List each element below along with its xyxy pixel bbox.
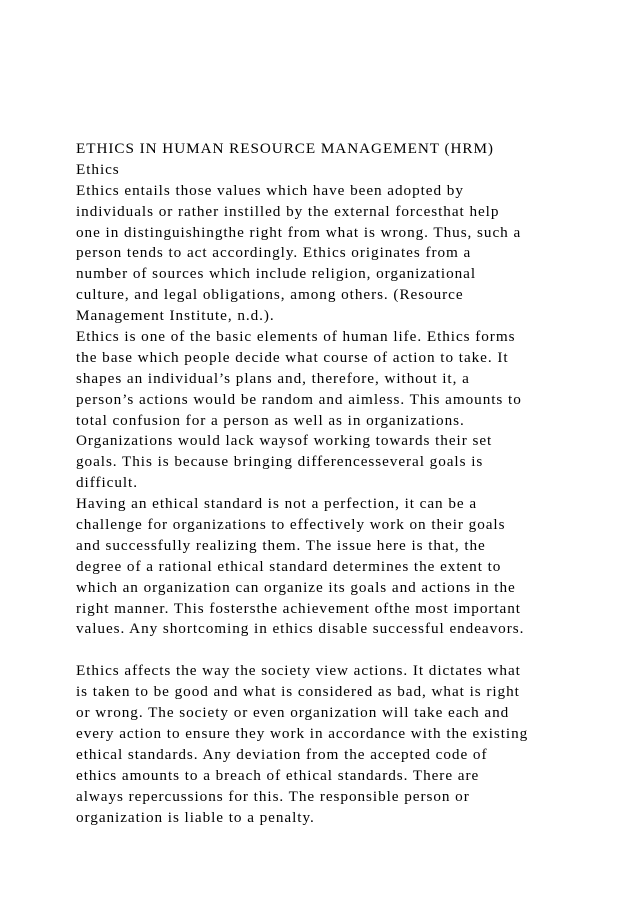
paragraph-line: or wrong. The society or even organization will take each and	[76, 704, 510, 722]
paragraph-line: shapes an individual’s plans and, therefore, without it, a	[76, 369, 470, 387]
paragraph-line: degree of a rational ethical standard determines the extent to	[76, 557, 502, 575]
paragraph-line: individuals or rather instilled by the external forcesthat help	[76, 202, 500, 220]
paragraph-line: the base which people decide what course of action to take. It	[76, 348, 509, 366]
paragraph-line: and successfully realizing them. The issue here is that, the	[76, 536, 486, 554]
paragraph-line: ethical standards. Any deviation from the accepted code of	[76, 745, 488, 763]
paragraph-line: Ethics is one of the basic elements of human life. Ethics forms	[76, 328, 516, 346]
document-body	[76, 139, 576, 828]
paragraph-line: ethics amounts to a breach of ethical standards. There are	[76, 766, 480, 784]
paragraph-line: total confusion for a person as well as in organizations.	[76, 411, 465, 429]
paragraph-line: Organizations would lack waysof working towards their set	[76, 432, 493, 450]
paragraph-line: challenge for organizations to effectively work on their goals	[76, 516, 506, 534]
paragraph-line: difficult.	[76, 474, 138, 492]
paragraph-line: culture, and legal obligations, among others. (Resource	[76, 286, 464, 304]
paragraph-line: is taken to be good and what is considered as bad, what is right	[76, 683, 520, 701]
section-heading: Ethics	[76, 160, 120, 178]
paragraph-line: Ethics affects the way the society view actions. It dictates what	[76, 662, 521, 680]
paragraph-line: values. Any shortcoming in ethics disable successful endeavors.	[76, 620, 525, 638]
paragraph-line: Management Institute, n.d.).	[76, 307, 275, 325]
paragraph-line: person’s actions would be random and aimless. This amounts to	[76, 390, 522, 408]
paragraph-line: Having an ethical standard is not a perfection, it can be a	[76, 495, 478, 513]
paragraph-line: organization is liable to a penalty.	[76, 808, 315, 826]
paragraph-line: goals. This is because bringing differencesseveral goals is	[76, 453, 484, 471]
paragraph-line: one in distinguishingthe right from what is wrong. Thus, such a	[76, 223, 522, 241]
paragraph-line: number of sources which include religion, organizational	[76, 265, 477, 283]
blank-line	[76, 640, 576, 661]
document-title: ETHICS IN HUMAN RESOURCE MANAGEMENT (HRM)	[76, 140, 494, 157]
paragraph-line: which an organization can organize its goals and actions in the	[76, 578, 516, 596]
paragraph-line: every action to ensure they work in accordance with the existing	[76, 724, 529, 742]
paragraph-line: Ethics entails those values which have been adopted by	[76, 181, 464, 199]
paragraph-line: person tends to act accordingly. Ethics originates from a	[76, 244, 472, 262]
paragraph-line: always repercussions for this. The responsible person or	[76, 787, 470, 805]
paragraph-line: right manner. This fostersthe achievement ofthe most important	[76, 599, 521, 617]
